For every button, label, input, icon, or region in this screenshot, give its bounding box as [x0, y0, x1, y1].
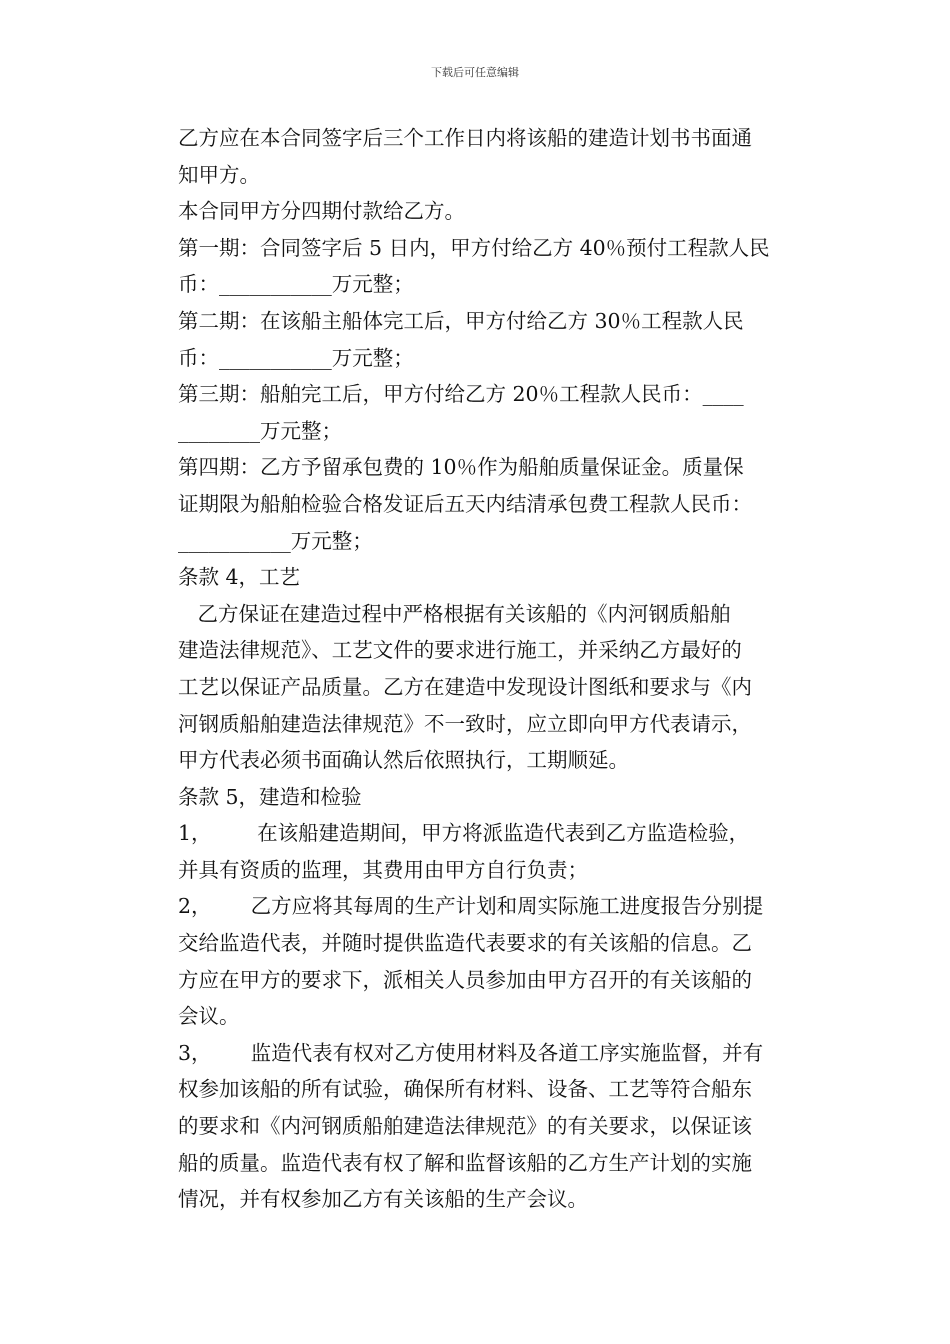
text-line: 情况，并有权参加乙方有关该船的生产会议。: [178, 1187, 588, 1212]
text-line: 知甲方。: [178, 162, 260, 187]
text-line: 证期限为船舶检验合格发证后五天内结清承包费工程款人民币：: [178, 491, 752, 516]
text-line: 工艺以保证产品质量。乙方在建造中发现设计图纸和要求与《内: [178, 674, 752, 699]
text-line: 河钢质船舶建造法律规范》不一致时，应立即向甲方代表请示，: [178, 711, 752, 736]
text-line: 3， 监造代表有权对乙方使用材料及各道工序实施监督，并有: [178, 1040, 764, 1065]
text-line: ___________万元整；: [178, 528, 373, 553]
page-header: 下载后可任意编辑: [431, 66, 519, 79]
text-line: 乙方保证在建造过程中严格根据有关该船的《内河钢质船舶: [178, 601, 731, 626]
text-line: 第四期：乙方予留承包费的 10％作为船舶质量保证金。质量保: [178, 455, 744, 480]
text-line: 的要求和《内河钢质船舶建造法律规范》的有关要求，以保证该: [178, 1114, 752, 1139]
text-line: 权参加该船的所有试验，确保所有材料、设备、工艺等符合船东: [178, 1077, 752, 1102]
text-line: 第三期：船舶完工后，甲方付给乙方 20％工程款人民币：____: [178, 382, 744, 407]
text-line: 会议。: [178, 1004, 240, 1029]
text-line: 币：___________万元整；: [178, 272, 414, 297]
text-line: 建造法律规范》、工艺文件的要求进行施工，并采纳乙方最好的: [178, 638, 742, 663]
section-heading: 条款 4，工艺: [178, 565, 301, 590]
text-line: 第二期：在该船主船体完工后，甲方付给乙方 30％工程款人民: [178, 308, 744, 333]
document-body: [178, 120, 808, 1218]
text-line: 交给监造代表，并随时提供监造代表要求的有关该船的信息。乙: [178, 931, 752, 956]
text-line: 本合同甲方分四期付款给乙方。: [178, 199, 465, 224]
text-line: 方应在甲方的要求下，派相关人员参加由甲方召开的有关该船的: [178, 967, 752, 992]
section-heading: 条款 5，建造和检验: [178, 784, 362, 809]
text-line: 船的质量。监造代表有权了解和监督该船的乙方生产计划的实施: [178, 1150, 752, 1175]
text-line: 2， 乙方应将其每周的生产计划和周实际施工进度报告分别提: [178, 894, 764, 919]
text-line: 币：___________万元整；: [178, 345, 414, 370]
text-line: ________万元整；: [178, 418, 342, 443]
text-line: 乙方应在本合同签字后三个工作日内将该船的建造计划书书面通: [178, 126, 752, 150]
text-line: 1， 在该船建造期间，甲方将派监造代表到乙方监造检验，: [178, 821, 750, 846]
text-line: 第一期：合同签字后 5 日内，甲方付给乙方 40％预付工程款人民: [178, 235, 770, 260]
text-line: 甲方代表必须书面确认然后依照执行，工期顺延。: [178, 748, 629, 773]
text-line: 并具有资质的监理，其费用由甲方自行负责；: [178, 857, 588, 882]
